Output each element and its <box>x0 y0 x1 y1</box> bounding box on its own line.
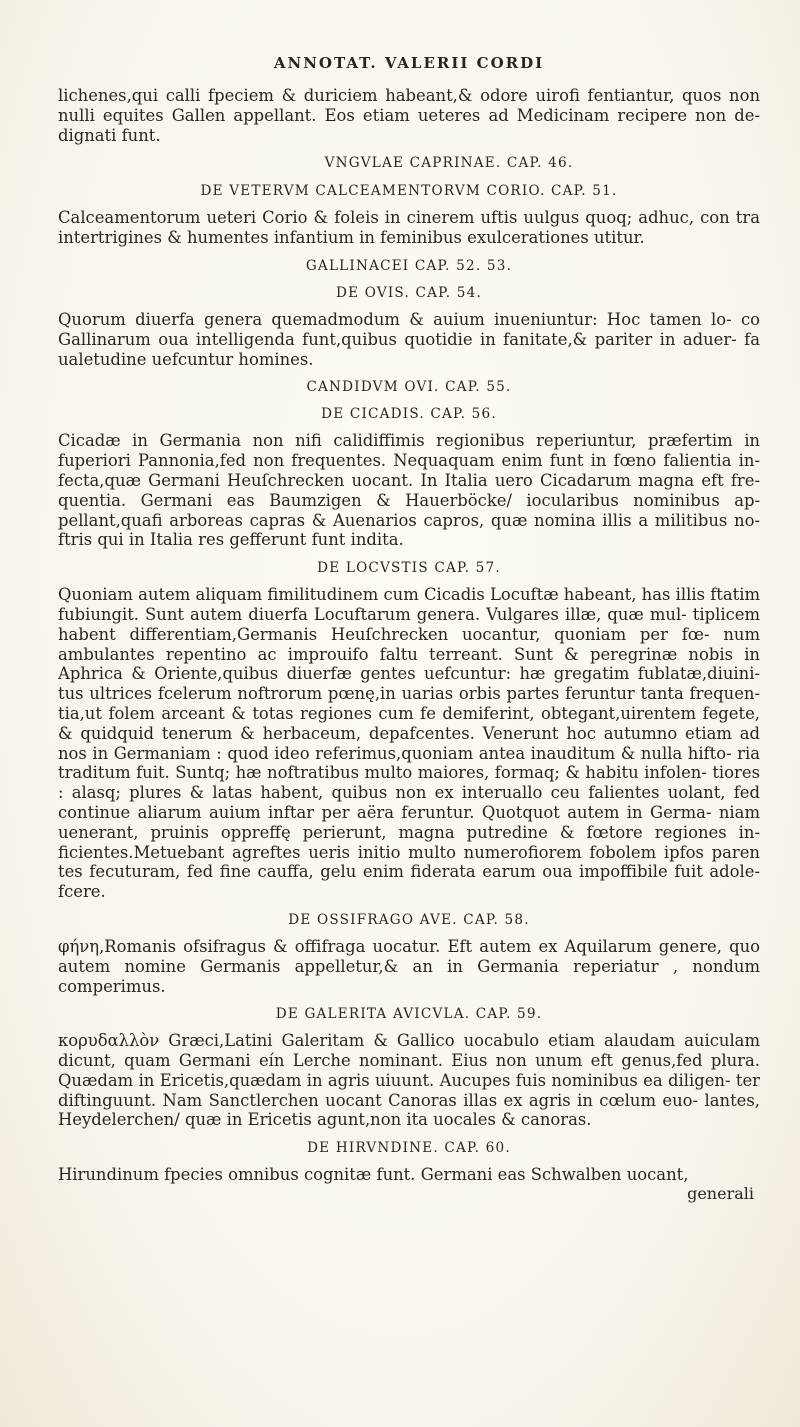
paragraph-de-locustis: Quoniam autem aliquam fimilitudinem cum Cicadis Locuftæ habeant, has illis ftatim fubiungit. Sunt autem diuerfa Locuftarum genera. Vulgares illæ, quæ mul- tiplicem habent differentiam,Germanis Heuſchrecken uocantur, quoniam per fœ- num ambulantes repentino ac improuifo faltu terreant. Sunt & peregrinæ nobis in Aphrica & Oriente,quibus diuerfæ gentes uefcuntur: hæ gregatim fublatæ,diuini- tus ultrices fcelerum noftrorum pœnę,in uarias orbis partes feruntur tanta frequen- tia,ut folem arceant & totas regiones cum fe demiferint, obtegant,uirentem fegete, & quidquid tenerum & herbaceum, depafcentes. Venerunt hoc autumno etiam ad nos in Germaniam : quod ideo referimus,quoniam antea inauditum & nulla hifto- ria traditum fuit. Suntq; hæ noftratibus multo maiores, formaq; & habitu infolen- tiores : alasq; plures & latas habent, quibus non ex interuallo ceu falientes uolant, fed continue aliarum auium inftar per aëra feruntur. Quotquot autem in Germa- niam uenerant, pruinis oppreffę perierunt, magna putredine & fœtore regiones in- ficientes.Metuebant agreftes ueris initio multo numerofiorem fobolem ipfos paren tes fecuturam, fed fine cauffa, gelu enim fiderata earum oua impoffibile fuit adole- fcere. <box>58 585 760 902</box>
running-header: ANNOTAT. VALERII CORDI <box>273 54 545 72</box>
paragraph-de-ossifrago: φήνη,Romanis ofsifragus & offifraga uocatur. Eft autem ex Aquilarum genere, quo autem nomine Germanis appelletur,& an in Germania reperiatur , nondum comperimus. <box>58 936 760 996</box>
section-title-gallinacei: GALLINACEI CAP. 52. 53. <box>305 257 513 274</box>
section-title-de-hirundine: DE HIRVNDINE. CAP. 60. <box>307 1140 511 1157</box>
paragraph-de-cicadis: Cicadæ in Germania non nifi calidiffimis regionibus reperiuntur, præfertim in fuperiori Pannonia,fed non frequentes. Nequaquam enim funt in fœno falientia in- fecta,quæ Germani Heuſchrecken uocant. In Italia uero Cicadarum magna eft fre- quentia. Germani eas Baumzigen & Hauerböcke/ iocularibus nominibus ap- pellant,quafi arboreas capras & Auenarios capros, quæ nomina illis a militibus no- ftris qui in Italia res gefferunt funt indita. <box>58 431 760 550</box>
section-title-de-ossifrago: DE OSSIFRAGO AVE. CAP. 58. <box>288 911 530 928</box>
paragraph-de-hirundine: Hirundinum fpecies omnibus cognitæ funt. Germani eas Schwalben uocant, <box>58 1165 689 1185</box>
catchword: generali <box>687 1184 754 1204</box>
section-title-de-locustis: DE LOCVSTIS CAP. 57. <box>317 560 501 577</box>
section-title-de-galerita: DE GALERITA AVICVLA. CAP. 59. <box>275 1006 543 1023</box>
paragraph-de-ovis: Quorum diuerfa genera quemadmodum & auium inueniuntur: Hoc tamen lo- co Gallinarum oua intelligenda funt,quibus quotidie in fanitate,& pariter in aduer- fa ualetudine uefcuntur homines. <box>58 309 760 369</box>
paragraph-de-galerita: κορυδαλλὸν Græci,Latini Galeritam & Gallico uocabulo etiam alaudam auiculam dicunt, quam Germani eín Lerche nominant. Eius non unum eft genus,fed plura. Quædam in Ericetis,quædam in agris uiuunt. Aucupes fuis nominibus ea diligen- ter diftinguunt. Nam Sanctlerchen uocant Canoras illas ex agris in cœlum euo- lantes, Heydelerchen/ quæ in Ericetis agunt,non ita uocales & canoras. <box>58 1031 760 1130</box>
paragraph-calceamenta: Calceamentorum ueteri Corio & foleis in cinerem uftis uulgus quoq; adhuc, con tra intertrigines & humentes infantium in feminibus exulcerationes utitur. <box>58 208 760 248</box>
section-title-calceamenta: DE VETERVM CALCEAMENTORVM CORIO. CAP. 51. <box>200 183 618 200</box>
paragraph-lichenes: lichenes,qui calli fpeciem & duriciem habeant,& odore uirofi fentiantur, quos non nulli equites Gallen appellant. Eos etiam ueteres ad Medicinam recipere non de- dignati funt. <box>58 86 760 145</box>
section-title-de-ovis: DE OVIS. CAP. 54. <box>336 284 482 301</box>
section-title-ungulae-caprinae: VNGVLAE CAPRINAE. CAP. 46. <box>324 155 574 172</box>
section-title-de-cicadis: DE CICADIS. CAP. 56. <box>321 406 497 423</box>
section-title-candidum-ovi: CANDIDVM OVI. CAP. 55. <box>306 379 512 396</box>
